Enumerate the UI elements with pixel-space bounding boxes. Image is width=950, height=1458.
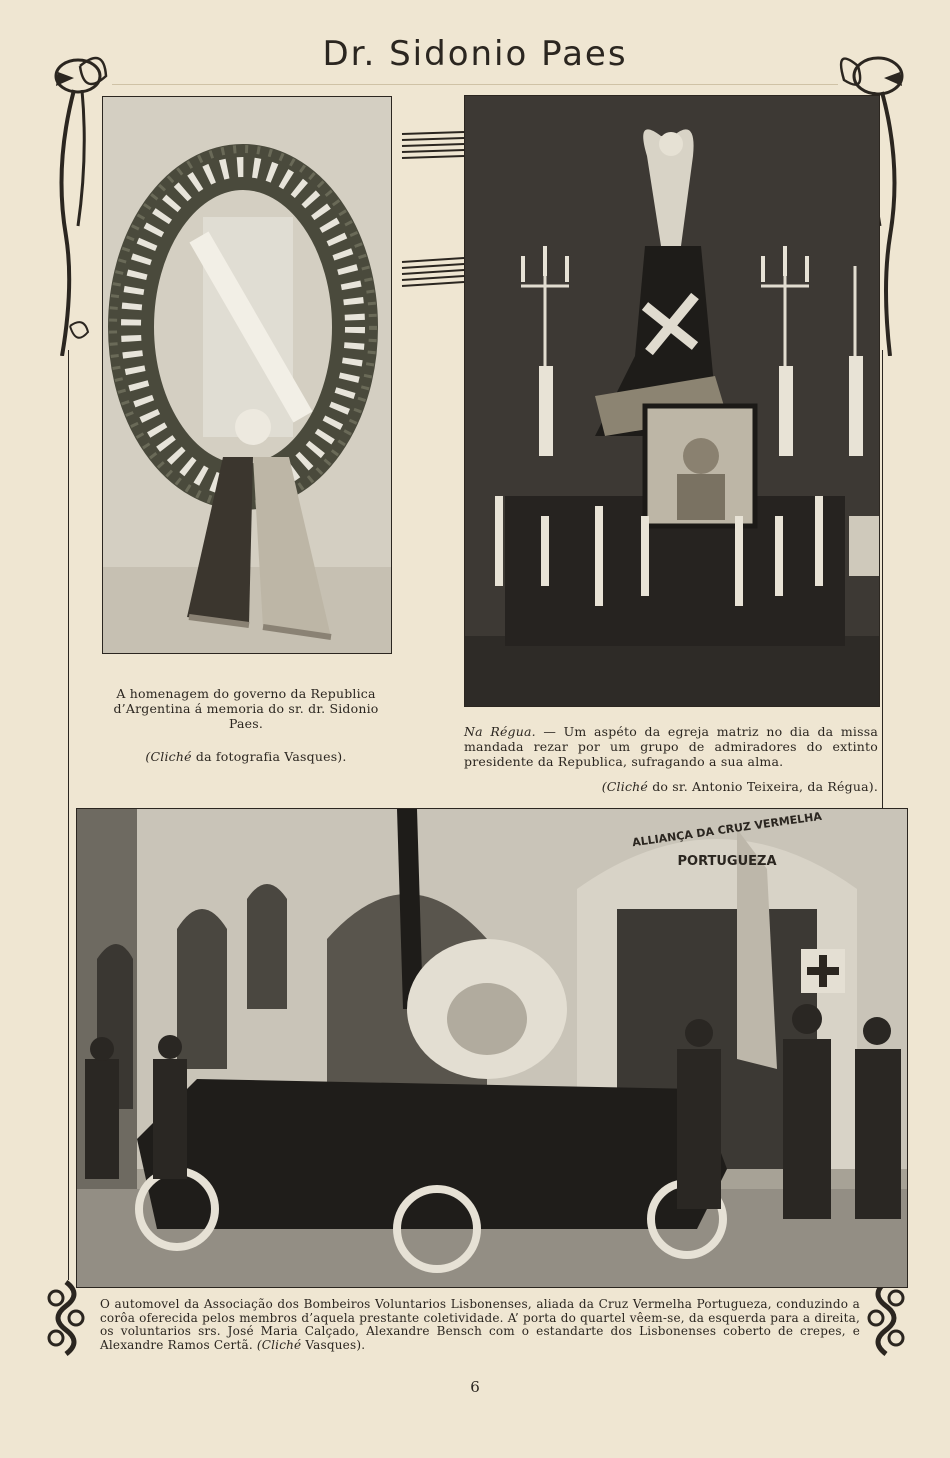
photo-fire-brigade-car [76, 808, 908, 1288]
fire-brigade-image [77, 809, 907, 1287]
wreath-image [103, 97, 391, 653]
photo2-credit [464, 779, 878, 794]
photo3-credit-italic: (Cliché [256, 1337, 302, 1352]
photo3-credit-rest: Vasques). [301, 1337, 366, 1352]
page-title: Dr. Sidonio Paes [322, 34, 628, 74]
photo1-caption-line: A homenagem do governo da Republica [116, 686, 376, 701]
photo-wreath [102, 96, 392, 654]
alliance-sign-line2: PORTUGUEZA [677, 854, 777, 869]
center-ribbon-ornament-icon [398, 128, 468, 298]
photo1-caption-line: d’Argentina á memoria do sr. dr. Sidonio [113, 701, 379, 716]
left-frame-line [68, 350, 69, 1280]
photo3-caption [100, 1298, 860, 1352]
photo2-credit-italic: (Cliché [601, 779, 649, 794]
photo1-caption [96, 686, 396, 764]
alliance-sign [617, 809, 837, 869]
photo1-credit [96, 749, 396, 764]
altar-image [465, 96, 879, 706]
scroll-ornament-left-icon [38, 1280, 94, 1356]
photo2-caption [464, 724, 878, 794]
photo1-credit-italic: (Cliché [145, 749, 192, 764]
photo2-caption-italic: Na Régua. [464, 724, 536, 739]
scroll-ornament-right-icon [858, 1280, 914, 1356]
page-number: 6 [470, 1378, 480, 1396]
photo3-caption-text: O automovel da Associação dos Bombeiros Voluntarios Lisbonenses, aliada da Cruz Vermelha Portugueza, conduzindo a corôa oferecida pelos membros d’aquela prestante coletividade. A’ porta do quartel vêem-se, da esquerda para a direita, os voluntarios srs. José Maria Calçado, Alexandre Bensch com o estandarte dos Lisbonenses coberto de crepes, e Alexandre Ramos Certã. [100, 1297, 860, 1352]
photo-church-altar [464, 95, 880, 707]
photo1-caption-line: Paes. [228, 716, 264, 731]
photo2-caption-rest: — Um aspéto da egreja matriz no dia da missa mandada rezar por um grupo de admiradores do extinto presidente da Republica, sufragando a sua alma. [464, 724, 879, 769]
alliance-sign-line1: ALLIANÇA DA CRUZ VERMELHA [631, 809, 823, 850]
photo2-credit-rest: do sr. Antonio Teixeira, da Régua). [648, 779, 878, 794]
photo1-credit-rest: da fotografia Vasques). [191, 749, 347, 764]
title-rule [112, 84, 838, 85]
